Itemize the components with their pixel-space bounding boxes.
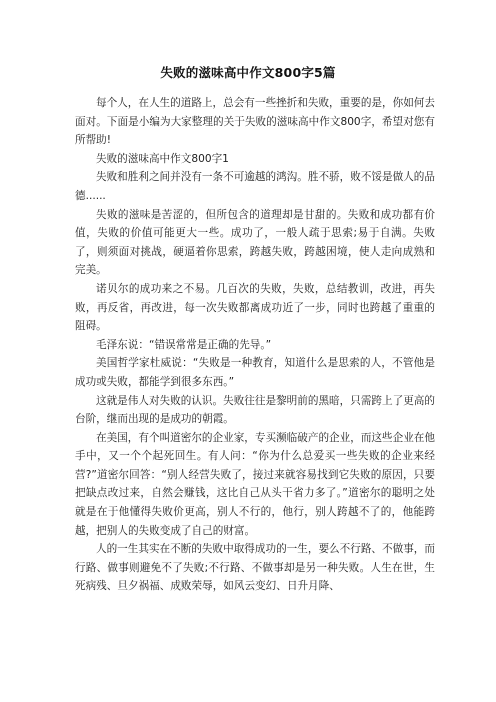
paragraph: 在美国，有个叫道密尔的企业家，专买濒临破产的企业，而这些企业在他手中，又一个个起死回生。有人问：“你为什么总爱买一些失败的企业来经营?”道密尔回答：“别人经营失败了，接过来就容易找到它失败的原因，只要把缺点改过来，自然会赚钱，这比自己从头干省力多了。”道密尔的聪明之处就是在于他懂得失败价更高，别人不行的，他行，别人跨越不了的，他能跨越，把别人的失败变成了自己的财富。 [75,431,435,537]
paragraph: 人的一生其实在不断的失败中取得成功的一生，要么不行路、不做事，而行路、做事则避免不了失败;不行路、不做事却是另一种失败。人生在世，生死病残、旦夕祸福、成败荣辱，如风云变幻、日升月降、 [75,543,435,593]
section-heading: 失败的滋味高中作文800字1 [96,152,229,165]
quote-paragraph: 美国哲学家杜威说：“失败是一种教育，知道什么是思索的人，不管他是成功或失败，都能学到很多东西。” [75,357,435,388]
paragraph: 失败的滋味是苦涩的，但所包含的道理却是甘甜的。失败和成功都有价值，失败的价值可能更大一些。成功了，一般人疏于思索;易于自满。失败了，则须面对挑战，硬逼着你思索，跨越失败，跨越困境，使人走向成熟和完美。 [75,208,435,277]
document-body [75,94,435,596]
paragraph: 诺贝尔的成功来之不易。几百次的失败，失败，总结教训，改进，再失败，再反省，再改进，每一次失败都离成功近了一步，同时也跨越了重重的阻碍。 [75,282,435,333]
paragraph-intro: 每个人，在人生的道路上，总会有一些挫折和失败，重要的是，你如何去面对。下面是小编为大家整理的关于失败的滋味高中作文800字，希望对您有所帮助! [75,97,435,147]
document-title: 失败的滋味高中作文800字5篇 [160,65,336,80]
paragraph: 失败和胜利之间并没有一条不可逾越的鸿沟。胜不骄，败不馁是做人的品德...... [75,171,435,202]
quote-paragraph: 毛泽东说：“错误常常是正确的先导。” [96,338,272,351]
paragraph: 这就是伟人对失败的认识。失败往往是黎明前的黑暗，只需跨上了更高的台阶，继而出现的是成功的朝霞。 [75,394,435,426]
